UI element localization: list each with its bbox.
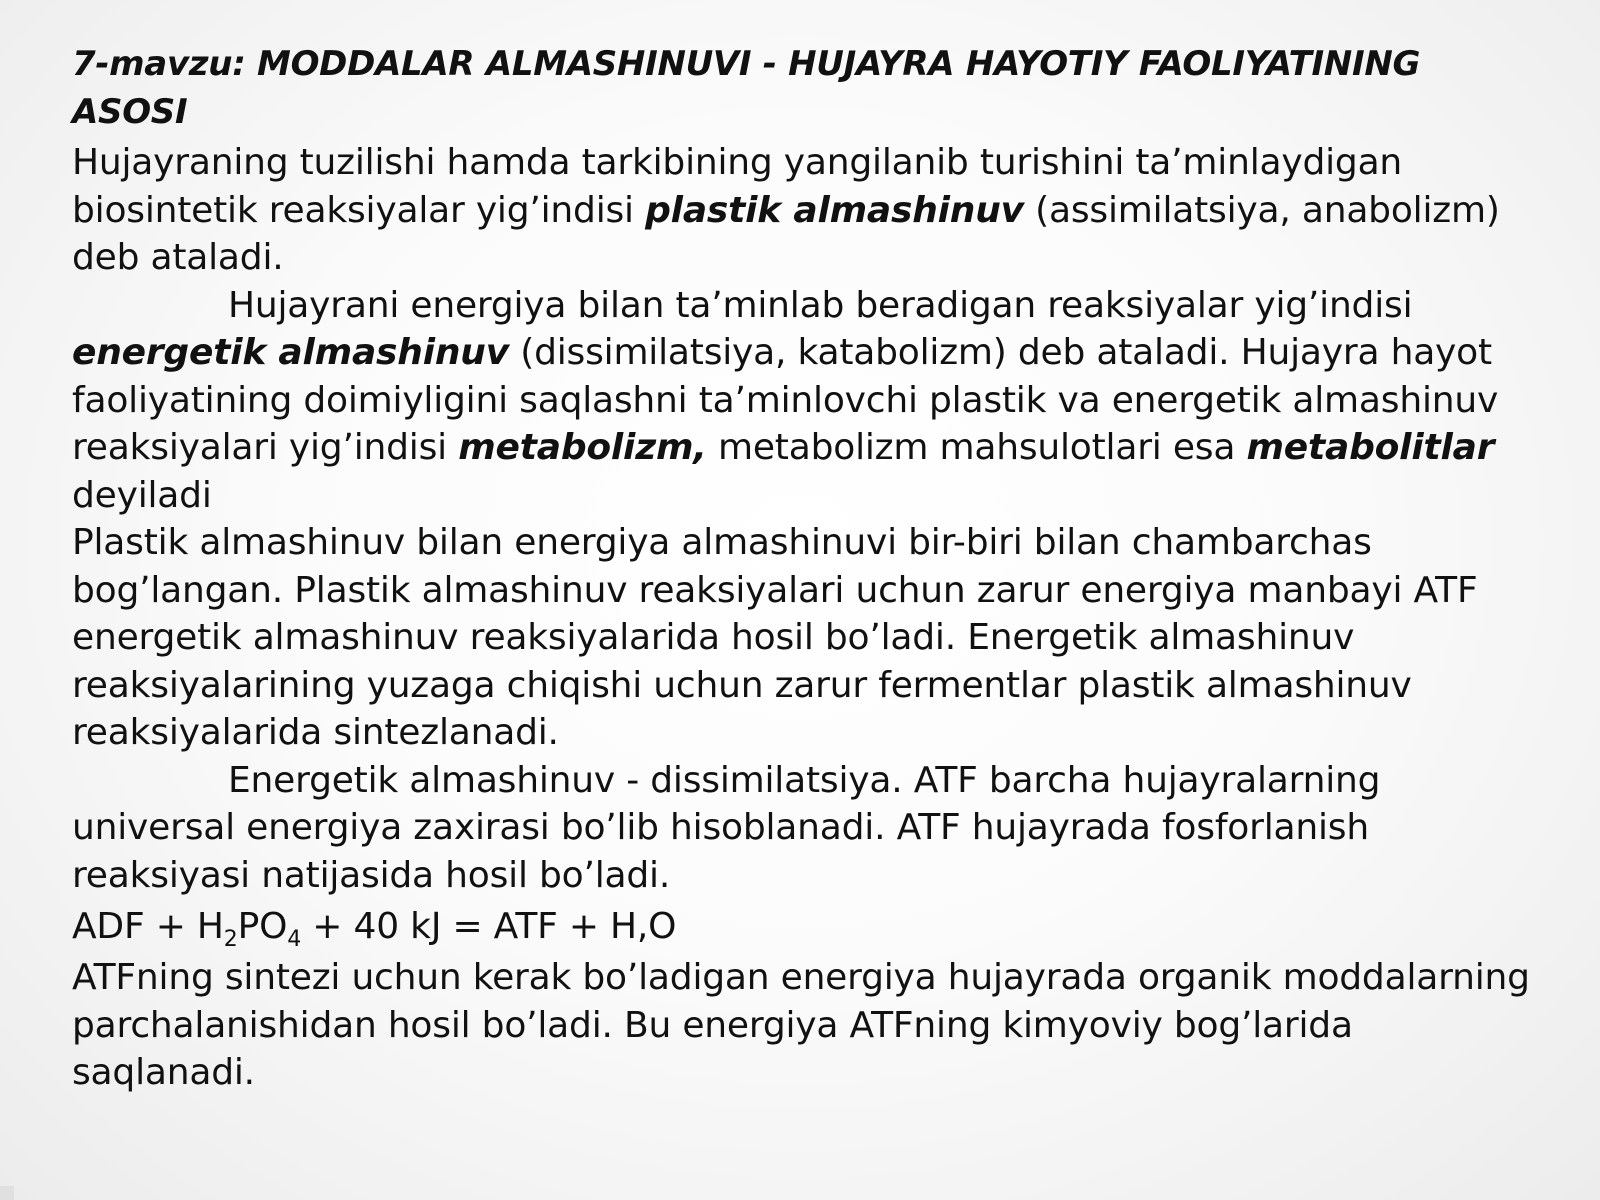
term-energetik-almashinuv: energetik almashinuv — [72, 332, 509, 373]
paragraph-atf-synthesis: ATFning sintezi uchun kerak bo’ladigan energiya hujayrada organik moddalarning parchalanishidan hosil bo’ladi. Bu energiya ATFning kimyoviy bog’larida saqlanadi. — [72, 957, 1530, 1093]
formula-part: ADF + H — [72, 906, 224, 947]
paragraph-text: deyiladi — [72, 474, 212, 516]
paragraph-relationship: Plastik almashinuv bilan energiya almashinuvi bir-biri bilan chambarchas bog’langan. Plastik almashinuv reaksiyalari uchun zarur energiya manbayi ATF energetik almashinuv reaksiyalarida hosil bo’ladi. Energetik almashinuv reaksiyalarining yuzaga chiqishi uchun zarur fermentlar plastik almashinuv reaksiyalarida sintezlanadi. — [72, 522, 1478, 753]
corner-mark — [0, 1186, 14, 1200]
term-metabolizm: metabolizm, — [458, 427, 707, 468]
slide-title: 7-mavzu: MODDALAR ALMASHINUVI - HUJAYRA HAYOTIY FAOLIYATINING ASOSI — [72, 44, 1421, 132]
term-plastik-almashinuv: plastik almashinuv — [645, 189, 1024, 231]
formula-part: PO — [237, 906, 288, 947]
paragraph-text: Hujayraning tuzilishi hamda tarkibining yangilanib turishini ta’minlaydigan biosintetik reaksiyalar yig’indisi — [72, 142, 1403, 231]
paragraph-text: (dissimilatsiya, katabolizm) deb ataladi. Hujayra hayot faoliyatining doimiyligini saqlashni ta’minlovchi plastik va energetik almashinuv reaksiyalari yig’indisi — [72, 332, 1499, 468]
paragraph-dissimilation: Energetik almashinuv - dissimilatsiya. ATF barcha hujayralarning universal energiya zaxirasi bo’lib hisoblanadi. ATF hujayrada fosforlanish reaksiyasi natijasida hosil bo’ladi. — [72, 759, 1381, 896]
formula-subscript: 2 — [223, 927, 238, 952]
paragraph-energy-exchange — [72, 282, 1532, 520]
paragraph-plastic-exchange — [72, 139, 1532, 282]
atf-formula — [72, 899, 1532, 954]
paragraph-text: Hujayrani energiya bilan ta’minlab beradigan reaksiyalar yig’indisi — [228, 284, 1413, 326]
paragraph-text: metabolizm mahsulotlari esa — [706, 427, 1247, 468]
formula-part: + 40 kJ = ATF + H,O — [301, 906, 677, 947]
paragraph-text: (assimilatsiya, anabolizm) deb ataladi. — [72, 189, 1500, 278]
formula-subscript: 4 — [287, 927, 302, 952]
term-metabolitlar: metabolitlar — [1246, 427, 1495, 468]
slide-content — [72, 40, 1532, 1097]
